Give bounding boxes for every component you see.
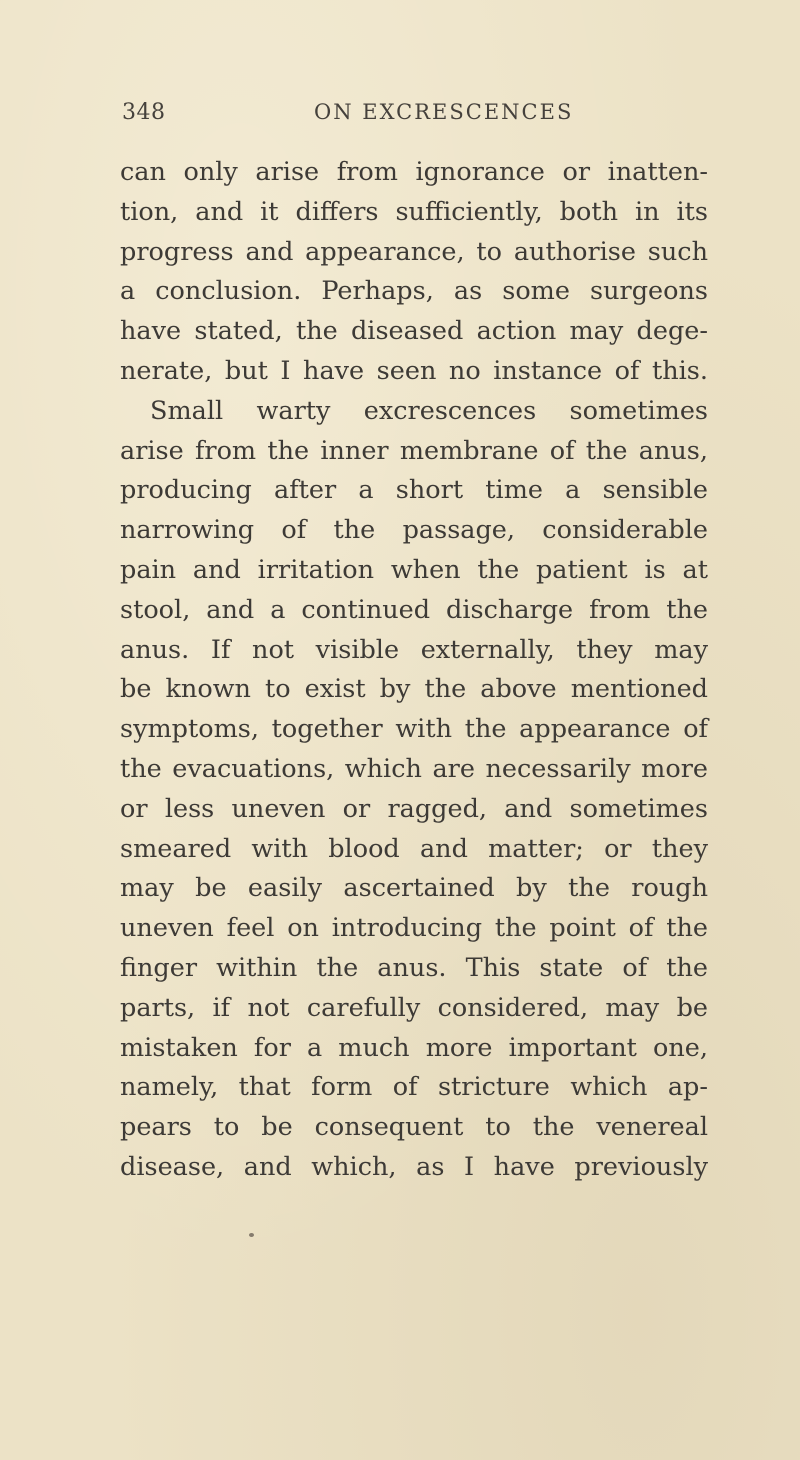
text-line: can only arise from ignorance or inatten- (120, 157, 708, 187)
text-line: have stated, the diseased action may dege- (120, 316, 708, 347)
text-line: narrowing of the passage, considerable (120, 515, 708, 546)
text-line: mistaken for a much more important one, (120, 1032, 708, 1063)
text-line: producing after a short time a sensible (120, 475, 708, 506)
text-line: parts, if not carefully considered, may be (120, 992, 708, 1023)
text-line: smeared with blood and matter; or they (120, 833, 708, 864)
text-line: be known to exist by the above mentioned (120, 674, 708, 705)
text-line: pears to be consequent to the venereal (120, 1112, 708, 1143)
page-number: 348 (122, 100, 166, 125)
text-line: pain and irritation when the patient is at (120, 554, 708, 585)
text-line: disease, and which, as I have previously (120, 1151, 708, 1182)
text-line: namely, that form of stricture which ap- (120, 1072, 708, 1103)
running-head (122, 100, 707, 134)
text-line: progress and appearance, to authorise such (120, 236, 708, 267)
ink-speck (249, 1233, 254, 1237)
text-line: nerate, but I have seen no instance of this. (120, 355, 708, 386)
text-line: a conclusion. Perhaps, as some surgeons (120, 276, 708, 307)
text-line: finger within the anus. This state of the (120, 952, 708, 983)
text-line: stool, and a continued discharge from the (120, 594, 708, 625)
text-line: uneven feel on introducing the point of the (120, 913, 708, 944)
text-line: anus. If not visible externally, they may (120, 634, 708, 665)
text-line: the evacuations, which are necessarily more (120, 753, 708, 784)
text-line: arise from the inner membrane of the anus, (120, 435, 708, 466)
text-line: or less uneven or ragged, and sometimes (120, 793, 708, 824)
body-text (120, 153, 708, 1188)
paragraph-start-line: Small warty excrescences sometimes (150, 395, 708, 426)
text-line: symptoms, together with the appearance of (120, 714, 708, 745)
text-line: tion, and it differs sufficiently, both in its (120, 196, 708, 227)
text-line: may be easily ascertained by the rough (120, 873, 708, 904)
running-title: ON EXCRESCENCES (314, 100, 574, 124)
